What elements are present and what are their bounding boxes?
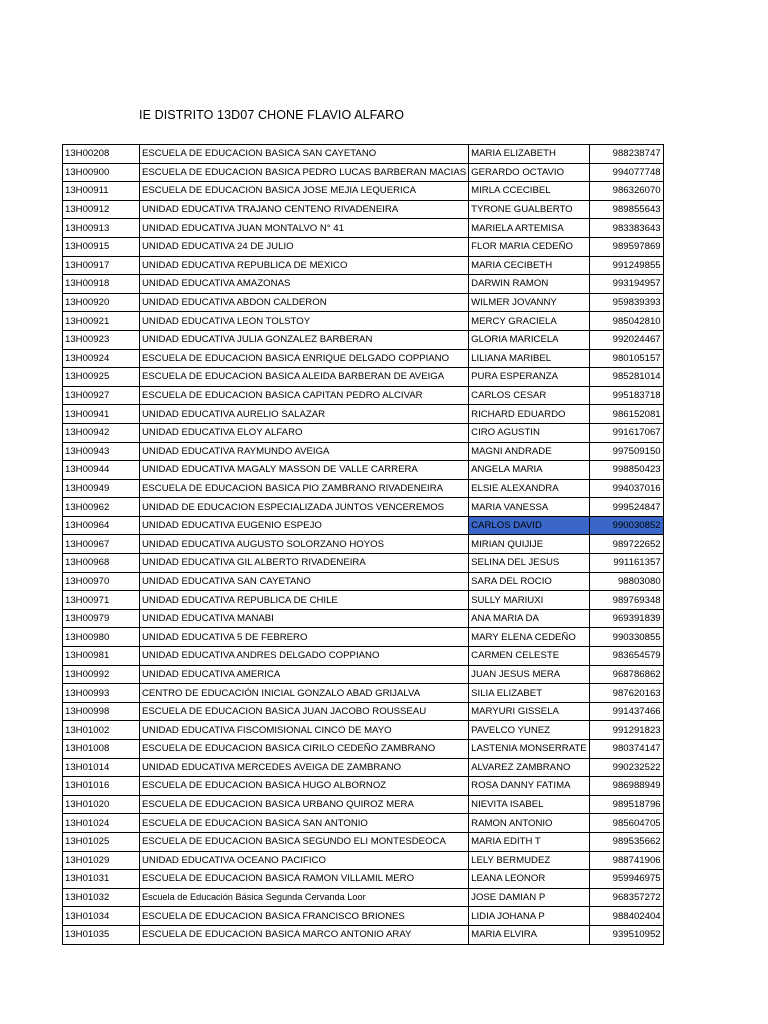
school-name-cell[interactable]: ESCUELA DE EDUCACION BASICA CIRILO CEDEÑO ZAMBRANO xyxy=(140,740,469,759)
phone-cell[interactable]: 985604705 xyxy=(589,814,663,833)
school-name-cell[interactable]: UNIDAD EDUCATIVA 24 DE JULIO xyxy=(140,237,469,256)
phone-cell[interactable]: 989722652 xyxy=(589,535,663,554)
table-row xyxy=(63,275,664,294)
school-code-cell[interactable]: 13H00998 xyxy=(63,702,140,721)
table-row xyxy=(63,237,664,256)
table-row xyxy=(63,777,664,796)
phone-cell[interactable]: 990330855 xyxy=(589,628,663,647)
school-code-cell[interactable]: 13H00208 xyxy=(63,145,140,164)
phone-cell[interactable]: 968786862 xyxy=(589,665,663,684)
director-name-cell[interactable]: TYRONE GUALBERTO xyxy=(469,200,590,219)
phone-cell[interactable]: 986988949 xyxy=(589,777,663,796)
school-name-cell[interactable]: ESCUELA DE EDUCACION BASICA FRANCISCO BRIONES xyxy=(140,907,469,926)
school-name-cell[interactable]: ESCUELA DE EDUCACION BASICA JOSE MEJIA LEQUERICA xyxy=(140,182,469,201)
school-code-cell[interactable]: 13H00964 xyxy=(63,516,140,535)
director-name-cell[interactable]: ELSIE ALEXANDRA xyxy=(469,479,590,498)
school-name-cell[interactable]: ESCUELA DE EDUCACION BASICA JUAN JACOBO ROUSSEAU xyxy=(140,702,469,721)
school-code-cell[interactable]: 13H01016 xyxy=(63,777,140,796)
phone-cell[interactable]: 991617067 xyxy=(589,423,663,442)
director-name-cell[interactable]: LASTENIA MONSERRATE xyxy=(469,740,590,759)
table-row xyxy=(63,814,664,833)
director-name-cell[interactable]: ROSA DANNY FATIMA xyxy=(469,777,590,796)
school-name-cell[interactable]: ESCUELA DE EDUCACION BASICA SAN CAYETANO xyxy=(140,145,469,164)
school-code-cell[interactable]: 13H01029 xyxy=(63,851,140,870)
director-name-cell[interactable]: DARWIN RAMON xyxy=(469,275,590,294)
school-code-cell[interactable]: 13H00944 xyxy=(63,461,140,480)
school-code-cell[interactable]: 13H00911 xyxy=(63,182,140,201)
phone-cell[interactable]: 991291823 xyxy=(589,721,663,740)
table-row xyxy=(63,702,664,721)
director-name-cell[interactable]: SILIA ELIZABET xyxy=(469,684,590,703)
table-row xyxy=(63,535,664,554)
school-code-cell[interactable]: 13H00943 xyxy=(63,442,140,461)
school-code-cell[interactable]: 13H01008 xyxy=(63,740,140,759)
school-code-cell[interactable]: 13H00970 xyxy=(63,572,140,591)
phone-cell[interactable]: 939510952 xyxy=(589,925,663,944)
phone-cell[interactable]: 980105157 xyxy=(589,349,663,368)
phone-cell[interactable]: 969391839 xyxy=(589,609,663,628)
table-row xyxy=(63,293,664,312)
table-row xyxy=(63,423,664,442)
phone-cell[interactable]: 989597869 xyxy=(589,237,663,256)
director-name-cell[interactable]: LIDIA JOHANA P xyxy=(469,907,590,926)
school-name-cell[interactable]: ESCUELA DE EDUCACION BASICA SAN ANTONIO xyxy=(140,814,469,833)
phone-cell[interactable]: 959946975 xyxy=(589,870,663,889)
director-name-cell[interactable]: MARIA VANESSA xyxy=(469,498,590,517)
phone-cell[interactable]: 983383643 xyxy=(589,219,663,238)
phone-cell[interactable]: 991437466 xyxy=(589,702,663,721)
table-row xyxy=(63,368,664,387)
school-code-cell[interactable]: 13H01032 xyxy=(63,888,140,907)
director-name-cell[interactable]: JOSE DAMIAN P xyxy=(469,888,590,907)
school-name-cell[interactable]: UNIDAD EDUCATIVA AMERICA xyxy=(140,665,469,684)
school-code-cell[interactable]: 13H00962 xyxy=(63,498,140,517)
school-code-cell[interactable]: 13H01002 xyxy=(63,721,140,740)
school-code-cell[interactable]: 13H00923 xyxy=(63,330,140,349)
school-name-cell[interactable]: UNIDAD EDUCATIVA LEON TOLSTOY xyxy=(140,312,469,331)
phone-cell[interactable]: 986326070 xyxy=(589,182,663,201)
director-name-cell[interactable]: MARIA ELVIRA xyxy=(469,925,590,944)
table-row xyxy=(63,740,664,759)
director-name-cell[interactable]: ALVAREZ ZAMBRANO xyxy=(469,758,590,777)
school-code-cell[interactable]: 13H01020 xyxy=(63,795,140,814)
table-row xyxy=(63,907,664,926)
school-code-cell[interactable]: 13H00949 xyxy=(63,479,140,498)
phone-cell[interactable]: 998850423 xyxy=(589,461,663,480)
school-code-cell[interactable]: 13H00971 xyxy=(63,591,140,610)
school-name-cell[interactable]: UNIDAD EDUCATIVA ABDON CALDERON xyxy=(140,293,469,312)
director-name-cell[interactable]: LELY BERMUDEZ xyxy=(469,851,590,870)
table-row xyxy=(63,851,664,870)
school-code-cell[interactable]: 13H01034 xyxy=(63,907,140,926)
director-name-cell[interactable]: PURA ESPERANZA xyxy=(469,368,590,387)
school-name-cell[interactable]: UNIDAD EDUCATIVA OCEANO PACIFICO xyxy=(140,851,469,870)
table-row xyxy=(63,758,664,777)
school-name-cell[interactable]: UNIDAD EDUCATIVA MANABI xyxy=(140,609,469,628)
school-name-cell[interactable]: UNIDAD EDUCATIVA SAN CAYETANO xyxy=(140,572,469,591)
school-name-cell[interactable]: ESCUELA DE EDUCACION BASICA PEDRO LUCAS BARBERAN MACIAS xyxy=(140,163,469,182)
school-name-cell[interactable]: UNIDAD EDUCATIVA TRAJANO CENTENO RIVADENEIRA xyxy=(140,200,469,219)
director-name-cell[interactable]: SULLY MARIUXI xyxy=(469,591,590,610)
school-code-cell[interactable]: 13H00917 xyxy=(63,256,140,275)
phone-cell[interactable]: 986152081 xyxy=(589,405,663,424)
school-name-cell[interactable]: UNIDAD EDUCATIVA GIL ALBERTO RIVADENEIRA xyxy=(140,554,469,573)
phone-cell[interactable]: 989535662 xyxy=(589,832,663,851)
school-code-cell[interactable]: 13H01031 xyxy=(63,870,140,889)
table-row xyxy=(63,721,664,740)
table-row xyxy=(63,461,664,480)
phone-cell[interactable]: 983654579 xyxy=(589,647,663,666)
school-code-cell[interactable]: 13H00921 xyxy=(63,312,140,331)
director-name-cell[interactable]: RICHARD EDUARDO xyxy=(469,405,590,424)
phone-cell[interactable]: 990030852 xyxy=(589,516,663,535)
director-name-cell[interactable]: CARLOS CESAR xyxy=(469,386,590,405)
schools-table xyxy=(62,144,664,945)
table-row xyxy=(63,925,664,944)
school-code-cell[interactable]: 13H00912 xyxy=(63,200,140,219)
phone-cell[interactable]: 987620163 xyxy=(589,684,663,703)
school-code-cell[interactable]: 13H00993 xyxy=(63,684,140,703)
director-name-cell[interactable]: GLORIA MARICELA xyxy=(469,330,590,349)
director-name-cell[interactable]: ANGELA MARIA xyxy=(469,461,590,480)
school-code-cell[interactable]: 13H00900 xyxy=(63,163,140,182)
table-row xyxy=(63,479,664,498)
school-name-cell[interactable]: UNIDAD EDUCATIVA JUAN MONTALVO N° 41 xyxy=(140,219,469,238)
director-name-cell[interactable]: LEANA LEONOR xyxy=(469,870,590,889)
school-name-cell[interactable]: UNIDAD EDUCATIVA REPUBLICA DE CHILE xyxy=(140,591,469,610)
table-row xyxy=(63,405,664,424)
school-code-cell[interactable]: 13H01035 xyxy=(63,925,140,944)
school-name-cell[interactable]: CENTRO DE EDUCACIÓN INICIAL GONZALO ABAD GRIJALVA xyxy=(140,684,469,703)
school-name-cell[interactable]: ESCUELA DE EDUCACION BASICA ENRIQUE DELGADO COPPIANO xyxy=(140,349,469,368)
phone-cell[interactable]: 98803080 xyxy=(589,572,663,591)
director-name-cell[interactable]: MARY ELENA CEDEÑO xyxy=(469,628,590,647)
director-name-cell[interactable]: GERARDO OCTAVIO xyxy=(469,163,590,182)
school-name-cell[interactable]: UNIDAD DE EDUCACION ESPECIALIZADA JUNTOS VENCEREMOS xyxy=(140,498,469,517)
director-name-cell[interactable]: RAMON ANTONIO xyxy=(469,814,590,833)
phone-cell[interactable]: 997509150 xyxy=(589,442,663,461)
director-name-cell[interactable]: CARLOS DAVID xyxy=(469,516,590,535)
school-name-cell[interactable]: ESCUELA DE EDUCACION BASICA RAMON VILLAMIL MERO xyxy=(140,870,469,889)
table-row xyxy=(63,888,664,907)
director-name-cell[interactable]: MARIA ELIZABETH xyxy=(469,145,590,164)
school-name-cell[interactable]: UNIDAD EDUCATIVA MERCEDES AVEIGA DE ZAMBRANO xyxy=(140,758,469,777)
school-code-cell[interactable]: 13H01024 xyxy=(63,814,140,833)
school-name-cell[interactable]: UNIDAD EDUCATIVA ELOY ALFARO xyxy=(140,423,469,442)
school-name-cell[interactable]: ESCUELA DE EDUCACION BASICA PIO ZAMBRANO RIVADENEIRA xyxy=(140,479,469,498)
director-name-cell[interactable]: MARYURI GISSELA xyxy=(469,702,590,721)
director-name-cell[interactable]: SELINA DEL JESUS xyxy=(469,554,590,573)
phone-cell[interactable]: 988238747 xyxy=(589,145,663,164)
director-name-cell[interactable]: FLOR MARIA CEDEÑO xyxy=(469,237,590,256)
school-code-cell[interactable]: 13H00927 xyxy=(63,386,140,405)
school-code-cell[interactable]: 13H00942 xyxy=(63,423,140,442)
table-row xyxy=(63,145,664,164)
school-name-cell[interactable]: UNIDAD EDUCATIVA AURELIO SALAZAR xyxy=(140,405,469,424)
school-code-cell[interactable]: 13H00915 xyxy=(63,237,140,256)
phone-cell[interactable]: 999524847 xyxy=(589,498,663,517)
phone-cell[interactable]: 989518796 xyxy=(589,795,663,814)
director-name-cell[interactable]: LILIANA MARIBEL xyxy=(469,349,590,368)
school-name-cell[interactable]: UNIDAD EDUCATIVA AMAZONAS xyxy=(140,275,469,294)
phone-cell[interactable]: 995183718 xyxy=(589,386,663,405)
director-name-cell[interactable]: MERCY GRACIELA xyxy=(469,312,590,331)
school-code-cell[interactable]: 13H00980 xyxy=(63,628,140,647)
school-name-cell[interactable]: ESCUELA DE EDUCACION BASICA HUGO ALBORNOZ xyxy=(140,777,469,796)
school-code-cell[interactable]: 13H01014 xyxy=(63,758,140,777)
table-row xyxy=(63,219,664,238)
director-name-cell[interactable]: WILMER JOVANNY xyxy=(469,293,590,312)
table-row xyxy=(63,200,664,219)
table-row xyxy=(63,647,664,666)
school-name-cell[interactable]: UNIDAD EDUCATIVA AUGUSTO SOLORZANO HOYOS xyxy=(140,535,469,554)
director-name-cell[interactable]: MIRIAN QUIJIJE xyxy=(469,535,590,554)
phone-cell[interactable]: 991249855 xyxy=(589,256,663,275)
director-name-cell[interactable]: JUAN JESUS MERA xyxy=(469,665,590,684)
phone-cell[interactable]: 994077748 xyxy=(589,163,663,182)
director-name-cell[interactable]: CARMEN CELESTE xyxy=(469,647,590,666)
school-code-cell[interactable]: 13H00968 xyxy=(63,554,140,573)
school-code-cell[interactable]: 13H00920 xyxy=(63,293,140,312)
table-row xyxy=(63,516,664,535)
director-name-cell[interactable]: NIEVITA ISABEL xyxy=(469,795,590,814)
school-name-cell[interactable]: UNIDAD EDUCATIVA RAYMUNDO AVEIGA xyxy=(140,442,469,461)
director-name-cell[interactable]: MARIA CECIBETH xyxy=(469,256,590,275)
director-name-cell[interactable]: MARIA EDITH T xyxy=(469,832,590,851)
phone-cell[interactable]: 968357272 xyxy=(589,888,663,907)
table-row xyxy=(63,665,664,684)
phone-cell[interactable]: 988402404 xyxy=(589,907,663,926)
table-row xyxy=(63,628,664,647)
table-row xyxy=(63,182,664,201)
phone-cell[interactable]: 989855643 xyxy=(589,200,663,219)
school-code-cell[interactable]: 13H00918 xyxy=(63,275,140,294)
phone-cell[interactable]: 985281014 xyxy=(589,368,663,387)
school-code-cell[interactable]: 13H00979 xyxy=(63,609,140,628)
phone-cell[interactable]: 991161357 xyxy=(589,554,663,573)
table-row xyxy=(63,163,664,182)
school-name-cell[interactable]: UNIDAD EDUCATIVA EUGENIO ESPEJO xyxy=(140,516,469,535)
director-name-cell[interactable]: CIRO AGUSTIN xyxy=(469,423,590,442)
school-code-cell[interactable]: 13H00992 xyxy=(63,665,140,684)
table-row xyxy=(63,312,664,331)
table-row xyxy=(63,870,664,889)
school-name-cell[interactable]: ESCUELA DE EDUCACION BASICA CAPITAN PEDRO ALCIVAR xyxy=(140,386,469,405)
school-name-cell[interactable]: UNIDAD EDUCATIVA MAGALY MASSON DE VALLE CARRERA xyxy=(140,461,469,480)
table-row xyxy=(63,330,664,349)
school-name-cell[interactable]: UNIDAD EDUCATIVA 5 DE FEBRERO xyxy=(140,628,469,647)
table-row xyxy=(63,609,664,628)
table-row xyxy=(63,442,664,461)
school-code-cell[interactable]: 13H00967 xyxy=(63,535,140,554)
table-row xyxy=(63,256,664,275)
director-name-cell[interactable]: MAGNI ANDRADE xyxy=(469,442,590,461)
phone-cell[interactable]: 990232522 xyxy=(589,758,663,777)
school-name-cell[interactable]: UNIDAD EDUCATIVA FISCOMISIONAL CINCO DE MAYO xyxy=(140,721,469,740)
phone-cell[interactable]: 959839393 xyxy=(589,293,663,312)
school-name-cell[interactable]: ESCUELA DE EDUCACION BASICA MARCO ANTONIO ARAY xyxy=(140,925,469,944)
sheet-title: IE DISTRITO 13D07 CHONE FLAVIO ALFARO xyxy=(139,108,405,122)
school-name-cell[interactable]: UNIDAD EDUCATIVA REPUBLICA DE MEXICO xyxy=(140,256,469,275)
school-name-cell[interactable]: ESCUELA DE EDUCACION BASICA SEGUNDO ELI MONTESDEOCA xyxy=(140,832,469,851)
director-name-cell[interactable]: MIRLA CCECIBEL xyxy=(469,182,590,201)
school-name-cell[interactable]: UNIDAD EDUCATIVA ANDRES DELGADO COPPIANO xyxy=(140,647,469,666)
phone-cell[interactable]: 985042810 xyxy=(589,312,663,331)
table-row xyxy=(63,554,664,573)
table-row xyxy=(63,684,664,703)
phone-cell[interactable]: 994037016 xyxy=(589,479,663,498)
table-row xyxy=(63,591,664,610)
table-row xyxy=(63,795,664,814)
phone-cell[interactable]: 989769348 xyxy=(589,591,663,610)
school-code-cell[interactable]: 13H00913 xyxy=(63,219,140,238)
phone-cell[interactable]: 980374147 xyxy=(589,740,663,759)
school-code-cell[interactable]: 13H00981 xyxy=(63,647,140,666)
table-body xyxy=(63,145,664,945)
phone-cell[interactable]: 992024467 xyxy=(589,330,663,349)
school-name-cell[interactable]: Escuela de Educación Básica Segunda Cervanda Loor xyxy=(140,888,469,907)
school-code-cell[interactable]: 13H01025 xyxy=(63,832,140,851)
school-code-cell[interactable]: 13H00924 xyxy=(63,349,140,368)
school-code-cell[interactable]: 13H00941 xyxy=(63,405,140,424)
director-name-cell[interactable]: MARIELA ARTEMISA xyxy=(469,219,590,238)
director-name-cell[interactable]: SARA DEL ROCIO xyxy=(469,572,590,591)
table-row xyxy=(63,498,664,517)
school-name-cell[interactable]: UNIDAD EDUCATIVA JULIA GONZALEZ BARBERAN xyxy=(140,330,469,349)
school-code-cell[interactable]: 13H00925 xyxy=(63,368,140,387)
table-row xyxy=(63,349,664,368)
table-row xyxy=(63,832,664,851)
director-name-cell[interactable]: ANA MARIA DA xyxy=(469,609,590,628)
director-name-cell[interactable]: PAVELCO YUNEZ xyxy=(469,721,590,740)
phone-cell[interactable]: 988741906 xyxy=(589,851,663,870)
table-row xyxy=(63,386,664,405)
school-name-cell[interactable]: ESCUELA DE EDUCACION BASICA URBANO QUIROZ MERA xyxy=(140,795,469,814)
school-name-cell[interactable]: ESCUELA DE EDUCACION BASICA ALEIDA BARBERAN DE AVEIGA xyxy=(140,368,469,387)
phone-cell[interactable]: 993194957 xyxy=(589,275,663,294)
table-row xyxy=(63,572,664,591)
